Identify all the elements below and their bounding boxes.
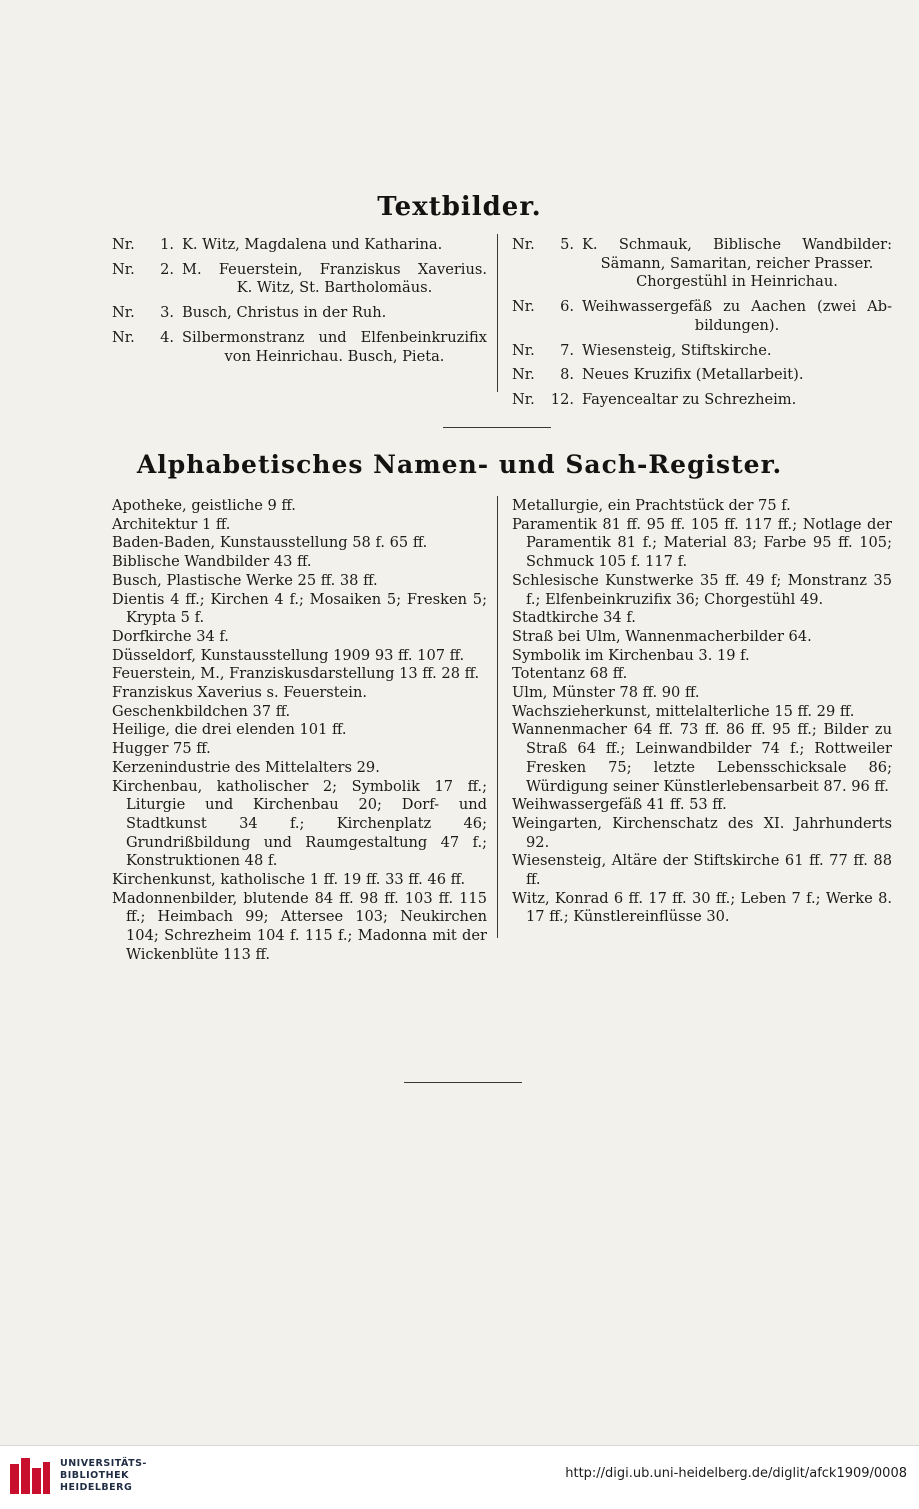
end-separator (404, 1082, 522, 1083)
page-url-link[interactable]: http://digi.ub.uni-heidelberg.de/diglit/afck1909/0008 (565, 1466, 907, 1481)
register-entry: Symbolik im Kirchenbau 3. 19 f. (512, 646, 750, 664)
register-entry: Hugger 75 ff. (112, 740, 211, 758)
textbilder-right-column (512, 236, 892, 416)
textbild-entry (512, 391, 892, 410)
register-entry: Feuerstein, M., Franziskusdarstellung 13 ff. 28 ff. (112, 665, 480, 683)
textbild-number: 1. (160, 236, 174, 253)
textbild-description (582, 391, 892, 410)
textbild-nr-label: Nr. (512, 341, 535, 359)
textbild-number: 3. (160, 304, 174, 322)
textbild-number: 2. (160, 260, 174, 278)
textbild-nr-label: Nr. (512, 298, 535, 316)
textbild-text-continuation: K. Witz, St. Bartholomäus. (236, 279, 433, 297)
library-name-line: BIBLIOTHEK (60, 1470, 129, 1481)
register-entry: Wiesensteig, Altäre der Stiftskirche 61 ff. 77 ff. 88 ff. (512, 852, 892, 889)
textbild-nr-label: Nr. (512, 366, 535, 384)
register-entry: Architektur 1 ff. (112, 515, 231, 533)
textbild-text: K. Schmauk, Biblische Wandbilder: (582, 236, 892, 253)
textbild-text-continuation: von Heinrichau. Busch, Pieta. (224, 347, 445, 365)
register-entry: Wachszieherkunst, mittelalterliche 15 ff. 29 ff. (512, 702, 855, 720)
viewer-footer (0, 1445, 919, 1509)
textbild-description (182, 329, 487, 366)
register-left-column (112, 497, 487, 965)
register-entry: Kirchenkunst, katholische 1 ff. 19 ff. 33 ff. 46 ff. (112, 871, 466, 889)
textbild-entry (512, 236, 892, 292)
register-entry: Franziskus Xaverius s. Feuerstein. (112, 684, 367, 702)
textbild-number: 7. (560, 341, 574, 359)
textbild-entry (112, 329, 487, 366)
textbild-text: Weihwassergefäß zu Aachen (zwei Ab- (582, 298, 892, 316)
register-entry: Witz, Konrad 6 ff. 17 ff. 30 ff.; Leben 7 f.; Werke 8. 17 ff.; Künstlereinflüsse 30. (512, 889, 892, 926)
register-entry: Stadtkirche 34 f. (512, 609, 636, 627)
register-entry: Wannenmacher 64 ff. 73 ff. 86 ff. 95 ff.; Bilder zu Straß 64 ff.; Leinwandbilder 74 f.; Rottweiler Fresken 75; letzte Lebensschicksale 86; Würdigung seiner Künstlerlebensarbeit 87. 96 ff. (512, 721, 892, 795)
register-entry: Straß bei Ulm, Wannenmacherbilder 64. (512, 627, 812, 645)
section-separator (443, 427, 551, 428)
register-entry: Ulm, Münster 78 ff. 90 ff. (512, 684, 700, 702)
register-entry: Kirchenbau, katholischer 2; Symbolik 17 ff.; Liturgie und Kirchenbau 20; Dorf- und Stadtkunst 34 f.; Kirchenplatz 46; Grundrißbildung und Raumgestaltung 47 f.; Konstruktionen 48 f. (112, 777, 487, 870)
register-entry: Metallurgie, ein Prachtstück der 75 f. (512, 497, 791, 514)
library-name-line: UNIVERSITÄTS- (60, 1458, 147, 1469)
textbild-text: Silbermonstranz und Elfenbeinkruzifix (182, 328, 487, 346)
register-entry: Busch, Plastische Werke 25 ff. 38 ff. (112, 571, 378, 589)
column-divider (497, 234, 498, 392)
textbild-entry (512, 342, 892, 361)
textbild-entry (112, 304, 487, 323)
register-entry: Dorfkirche 34 f. (112, 627, 229, 645)
textbild-text-continuation: bildungen). (694, 316, 780, 334)
register-entry: Geschenkbildchen 37 ff. (112, 702, 291, 720)
register-entry: Madonnenbilder, blutende 84 ff. 98 ff. 103 ff. 115 ff.; Heimbach 99; Attersee 103; Neukirchen 104; Schrezheim 104 f. 115 f.; Madonna mit der Wickenblüte 113 ff. (112, 889, 487, 963)
textbild-nr-label: Nr. (112, 260, 135, 278)
register-entry: Kerzenindustrie des Mittelalters 29. (112, 758, 380, 776)
textbild-text-continuation: Sämann, Samaritan, reicher Prasser. Chorgestühl in Heinrichau. (600, 254, 874, 291)
register-entry: Totentanz 68 ff. (512, 665, 628, 683)
textbild-number: 12. (550, 390, 574, 408)
register-entry: Heilige, die drei elenden 101 ff. (112, 721, 347, 739)
register-entry: Düsseldorf, Kunstausstellung 1909 93 ff. 107 ff. (112, 646, 465, 664)
textbild-text: Wiesensteig, Stiftskirche. (582, 341, 772, 359)
register-right-column (512, 497, 892, 927)
textbild-number: 8. (560, 366, 574, 384)
textbilder-heading: Textbilder. (377, 192, 542, 222)
textbild-text: K. Witz, Magdalena und Katharina. (182, 236, 443, 253)
textbild-entry (512, 366, 892, 385)
library-name-line: HEIDELBERG (60, 1482, 133, 1493)
register-entry: Dientis 4 ff.; Kirchen 4 f.; Mosaiken 5; Fresken 5; Krypta 5 f. (112, 590, 487, 627)
university-library-logo-icon (8, 1454, 52, 1500)
textbild-description (182, 304, 487, 323)
textbild-number: 4. (160, 328, 174, 346)
register-entry: Paramentik 81 ff. 95 ff. 105 ff. 117 ff.; Notlage der Paramentik 81 f.; Material 83; Farbe 95 ff. 105; Schmuck 105 f. 117 f. (512, 515, 892, 571)
textbild-description (582, 342, 892, 361)
textbild-text: Neues Kruzifix (Metallarbeit). (582, 366, 804, 384)
library-name (60, 1458, 147, 1494)
textbild-entry (112, 236, 487, 255)
register-heading: Alphabetisches Namen- und Sach-Register. (136, 450, 783, 479)
textbild-nr-label: Nr. (112, 236, 135, 253)
textbild-description (582, 366, 892, 385)
register-entry: Weingarten, Kirchenschatz des XI. Jahrhunderts 92. (512, 814, 892, 851)
textbild-entry (512, 298, 892, 335)
register-entry: Apotheke, geistliche 9 ff. (112, 497, 296, 514)
textbild-description (182, 236, 487, 255)
textbild-text: M. Feuerstein, Franziskus Xaverius. (182, 260, 487, 278)
register-entry: Biblische Wandbilder 43 ff. (112, 553, 312, 571)
register-entry: Schlesische Kunstwerke 35 ff. 49 f; Monstranz 35 f.; Elfenbeinkruzifix 36; Chorgestühl 49. (512, 571, 892, 608)
textbild-nr-label: Nr. (112, 328, 135, 346)
textbild-entry (112, 261, 487, 298)
register-entry: Baden-Baden, Kunstausstellung 58 f. 65 ff. (112, 534, 428, 552)
textbild-number: 5. (560, 236, 574, 253)
textbild-number: 6. (560, 298, 574, 316)
textbild-nr-label: Nr. (112, 304, 135, 322)
textbild-nr-label: Nr. (512, 236, 535, 253)
textbild-description (582, 236, 892, 292)
register-entry: Weihwassergefäß 41 ff. 53 ff. (512, 796, 727, 814)
textbild-description (182, 261, 487, 298)
textbild-text: Busch, Christus in der Ruh. (182, 304, 387, 322)
column-divider (497, 496, 498, 938)
textbild-description (582, 298, 892, 335)
textbilder-left-column (112, 236, 487, 372)
textbild-nr-label: Nr. (512, 390, 535, 408)
textbild-text: Fayencealtar zu Schrezheim. (582, 390, 797, 408)
